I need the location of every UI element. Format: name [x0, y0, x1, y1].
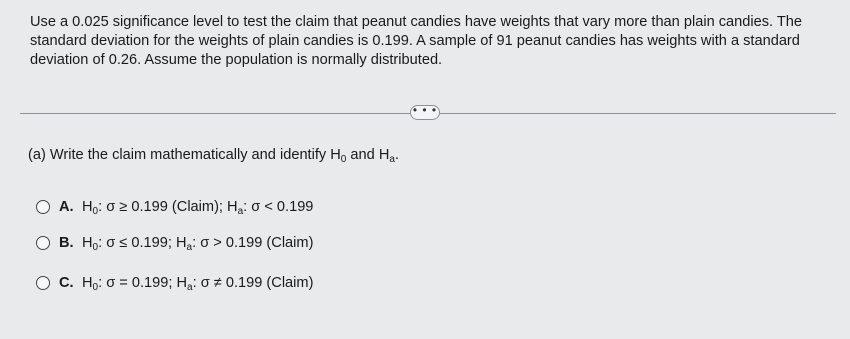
option-b-h0-subscript: 0 [92, 242, 99, 253]
option-b-text [82, 235, 313, 251]
option-c-ha-relation: : σ ≠ 0.199 (Claim) [192, 275, 314, 291]
option-a-h0-relation: : σ ≥ 0.199 (Claim); [98, 199, 228, 215]
option-b-ha-label: H [175, 235, 187, 251]
option-c-ha-subscript: a [187, 282, 193, 293]
option-a-text [82, 199, 313, 215]
option-c-h0-relation: : σ = 0.199; [98, 275, 177, 291]
option-a-radio[interactable] [36, 200, 50, 214]
question-prefix: (a) Write the claim mathematically and identify H [28, 147, 341, 163]
ellipsis-icon: • • • [412, 103, 438, 117]
option-b[interactable] [36, 233, 313, 253]
option-a[interactable] [36, 197, 313, 217]
expand-more-button[interactable] [410, 105, 440, 120]
option-b-h0-relation: : σ ≤ 0.199; [98, 235, 176, 251]
problem-statement: Use a 0.025 significance level to test the claim that peanut candies have weights that vary more than plain candies. The standard deviation for the weights of plain candies is 0.199. A sample of 91 peanut candies has weights with a standard deviation of 0.26. Assume the population is normally distributed. [30, 14, 803, 68]
option-a-h0-subscript: 0 [92, 206, 99, 217]
option-a-letter: A. [59, 199, 74, 215]
option-b-h0-label: H [82, 235, 93, 251]
option-c-radio[interactable] [36, 276, 50, 290]
option-b-radio[interactable] [36, 236, 50, 250]
question-h0-subscript: 0 [340, 154, 347, 165]
option-c-ha-label: H [176, 275, 188, 291]
option-a-ha-subscript: a [237, 206, 244, 217]
option-a-h0-label: H [82, 199, 93, 215]
option-c-h0-label: H [82, 275, 93, 291]
question-a-prompt [28, 146, 399, 165]
option-c-letter: C. [59, 275, 74, 291]
option-c-text [82, 275, 313, 291]
question-ha-subscript: a [389, 154, 395, 165]
option-b-ha-subscript: a [186, 242, 193, 253]
option-c[interactable] [36, 273, 313, 293]
question-middle: and H [346, 147, 390, 163]
option-a-ha-label: H [227, 199, 238, 215]
option-b-ha-relation: : σ > 0.199 (Claim) [192, 235, 314, 251]
option-a-ha-relation: : σ < 0.199 [243, 199, 314, 215]
option-b-letter: B. [59, 235, 74, 251]
question-suffix: . [394, 147, 399, 163]
option-c-h0-subscript: 0 [92, 282, 99, 293]
